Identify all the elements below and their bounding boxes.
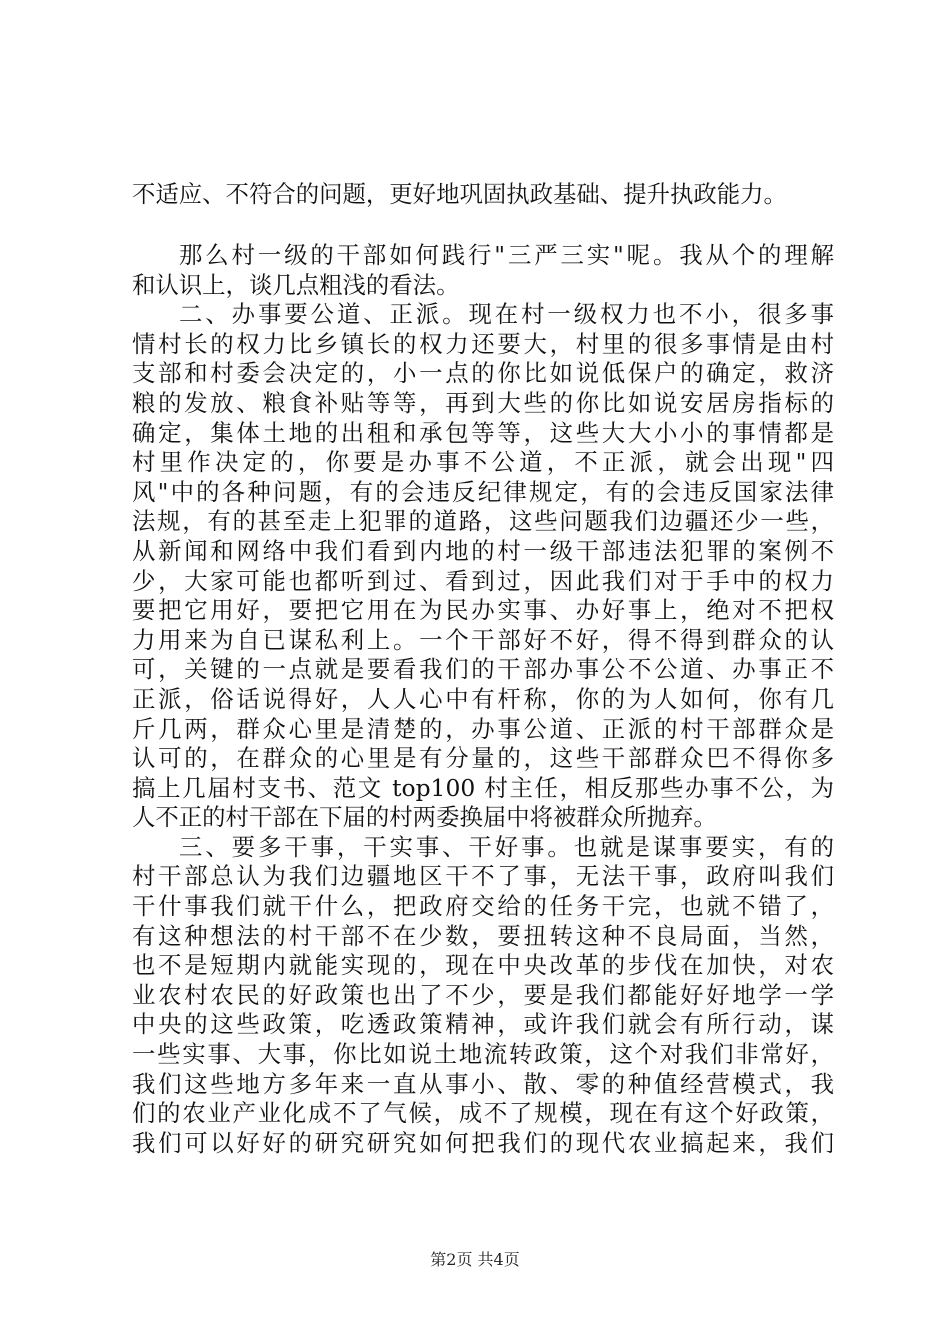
- text-line: 确定，集体土地的出租和承包等等，这些大大小小的事情都是: [132, 418, 834, 447]
- paragraph-continuation: [132, 180, 834, 210]
- text-line: 风"中的各种问题，有的会违反纪律规定，有的会违反国家法律: [132, 477, 834, 506]
- text-line: 村里作决定的，你要是办事不公道，不正派，就会出现"四: [132, 448, 834, 477]
- text-line: 人不正的村干部在下届的村两委换届中将被群众所抛弃。: [132, 803, 717, 832]
- text-line: 可，关键的一点就是要看我们的干部办事公不公道、办事正不: [132, 655, 834, 684]
- text-line: 三、要多干事，干实事、干好事。也就是谋事要实，有的: [179, 832, 834, 861]
- text-line: 情村长的权力比乡镇长的权力还要大，村里的很多事情是由村: [132, 329, 834, 358]
- text-line: 中央的这些政策，吃透政策精神，或许我们就会有所行动，谋: [132, 1010, 834, 1039]
- text-line: 有这种想法的村干部不在少数，要扭转这种不良局面，当然，: [132, 921, 834, 950]
- text-line: 干什事我们就干什么，把政府交给的任务干完，也就不错了，: [132, 892, 834, 921]
- text-line: 法规，有的甚至走上犯罪的道路，这些问题我们边疆还少一些，: [132, 507, 834, 536]
- text-line: 和认识上，谈几点粗浅的看法。: [132, 270, 460, 299]
- text-line: 不适应、不符合的问题，更好地巩固执政基础、提升执政能力。: [132, 180, 787, 208]
- text-line: 少，大家可能也都听到过、看到过，因此我们对于手中的权力: [132, 566, 834, 595]
- page-number-footer: 第2页 共4页: [430, 1250, 520, 1269]
- text-line: 从新闻和网络中我们看到内地的村一级干部违法犯罪的案例不: [132, 536, 834, 565]
- text-line: 力用来为自已谋私利上。一个干部好不好，得不得到群众的认: [132, 625, 834, 654]
- text-line: 那么村一级的干部如何践行"三严三实"呢。我从个的理解: [179, 241, 834, 269]
- text-line: 粮的发放、粮食补贴等等，再到大些的你比如说安居房指标的: [132, 388, 834, 417]
- text-line: 正派，俗话说得好，人人心中有杆称，你的为人如何，你有几: [132, 684, 834, 713]
- text-line: 我们可以好好的研究研究如何把我们的现代农业搞起来，我们: [132, 1128, 834, 1157]
- text-line: 支部和村委会决定的，小一点的你比如说低保户的确定，救济: [132, 359, 834, 388]
- text-line: 二、办事要公道、正派。现在村一级权力也不小，很多事: [179, 300, 834, 329]
- text-line: 搞上几届村支书、范文 top100 村主任，相反那些办事不公，为: [132, 773, 834, 802]
- text-line: 我们这些地方多年来一直从事小、散、零的种值经营模式，我: [132, 1069, 834, 1098]
- text-line: 业农村农民的好政策也出了不少，要是我们都能好好地学一学: [132, 980, 834, 1009]
- text-line: 认可的，在群众的心里是有分量的，这些干部群众巴不得你多: [132, 744, 834, 773]
- text-line: 要把它用好，要把它用在为民办实事、办好事上，绝对不把权: [132, 596, 834, 625]
- text-line: 斤几两，群众心里是清楚的，办事公道、正派的村干部群众是: [132, 714, 834, 743]
- body-text: [132, 241, 834, 1158]
- text-line: 们的农业产业化成不了气候，成不了规模，现在有这个好政策，: [132, 1099, 834, 1128]
- text-line: 村干部总认为我们边疆地区干不了事，无法干事，政府叫我们: [132, 862, 834, 891]
- text-line: 也不是短期内就能实现的，现在中央改革的步伐在加快，对农: [132, 951, 834, 980]
- text-line: 一些实事、大事，你比如说土地流转政策，这个对我们非常好，: [132, 1040, 834, 1069]
